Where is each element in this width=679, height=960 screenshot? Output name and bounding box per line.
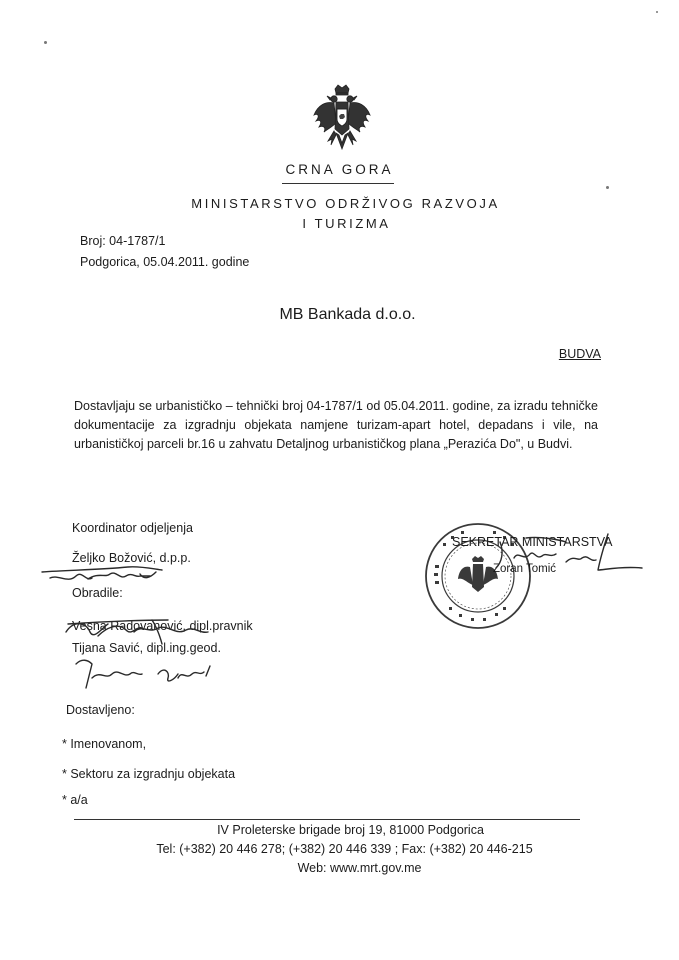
- secretary-name: Zoran Tomić: [493, 563, 557, 575]
- footer-address: IV Proleterske brigade broj 19, 81000 Podgorica: [217, 823, 484, 837]
- ministry-name-line2: I TURIZMA: [302, 216, 391, 231]
- scan-speck: [606, 186, 609, 189]
- coordinator-title: Koordinator odjeljenja: [72, 521, 193, 535]
- scan-speck: [656, 11, 658, 13]
- footer-divider: [74, 819, 580, 820]
- footer-web: Web: www.mrt.gov.me: [297, 861, 422, 875]
- delivery-item: * a/a: [62, 793, 88, 807]
- footer-phones: Tel: (+382) 20 446 278; (+382) 20 446 339 ; Fax: (+382) 20 446-215: [156, 842, 533, 856]
- scan-speck: [44, 41, 47, 44]
- secretary-signature: [470, 532, 645, 582]
- recipient-name: MB Bankada d.o.o.: [279, 306, 416, 323]
- prepared-by-title: Obradile:: [72, 586, 123, 600]
- recipient-city: BUDVA: [558, 347, 601, 361]
- delivery-item: * Imenovanom,: [62, 737, 147, 751]
- ministry-name-line1: MINISTARSTVO ODRŽIVOG RAZVOJA: [191, 196, 500, 211]
- coat-of-arms-icon: [312, 83, 372, 155]
- delivery-item: * Sektoru za izgradnju objekata: [62, 767, 236, 781]
- prepared-by-name-2: Tijana Savić, dipl.ing.geod.: [72, 641, 221, 655]
- header-divider: [282, 183, 394, 184]
- country-name: CRNA GORA: [285, 162, 394, 177]
- secretary-title: SEKRETAR MINISTARSTVA: [452, 535, 613, 549]
- delivery-title: Dostavljeno:: [66, 703, 135, 717]
- coordinator-name: Željko Božović, d.p.p.: [72, 551, 191, 565]
- prepared-by-name-1: Vesna Radovanović, dipl.pravnik: [72, 619, 253, 633]
- handwritten-signatures: [28, 540, 288, 700]
- reference-number: Broj: 04-1787/1: [80, 234, 166, 248]
- letter-body: Dostavljaju se urbanističko – tehnički broj 04-1787/1 od 05.04.2011. godine, za izradu tehničke dokumentacije za izgradnju objekata namjene turizam-apart hotel, depadans i vile, na urbanističkoj parceli br.16 u zahvatu Detaljnog urbanističkog plana „Perazića Do", u Budvi.: [74, 399, 598, 451]
- place-date: Podgorica, 05.04.2011. godine: [80, 255, 250, 269]
